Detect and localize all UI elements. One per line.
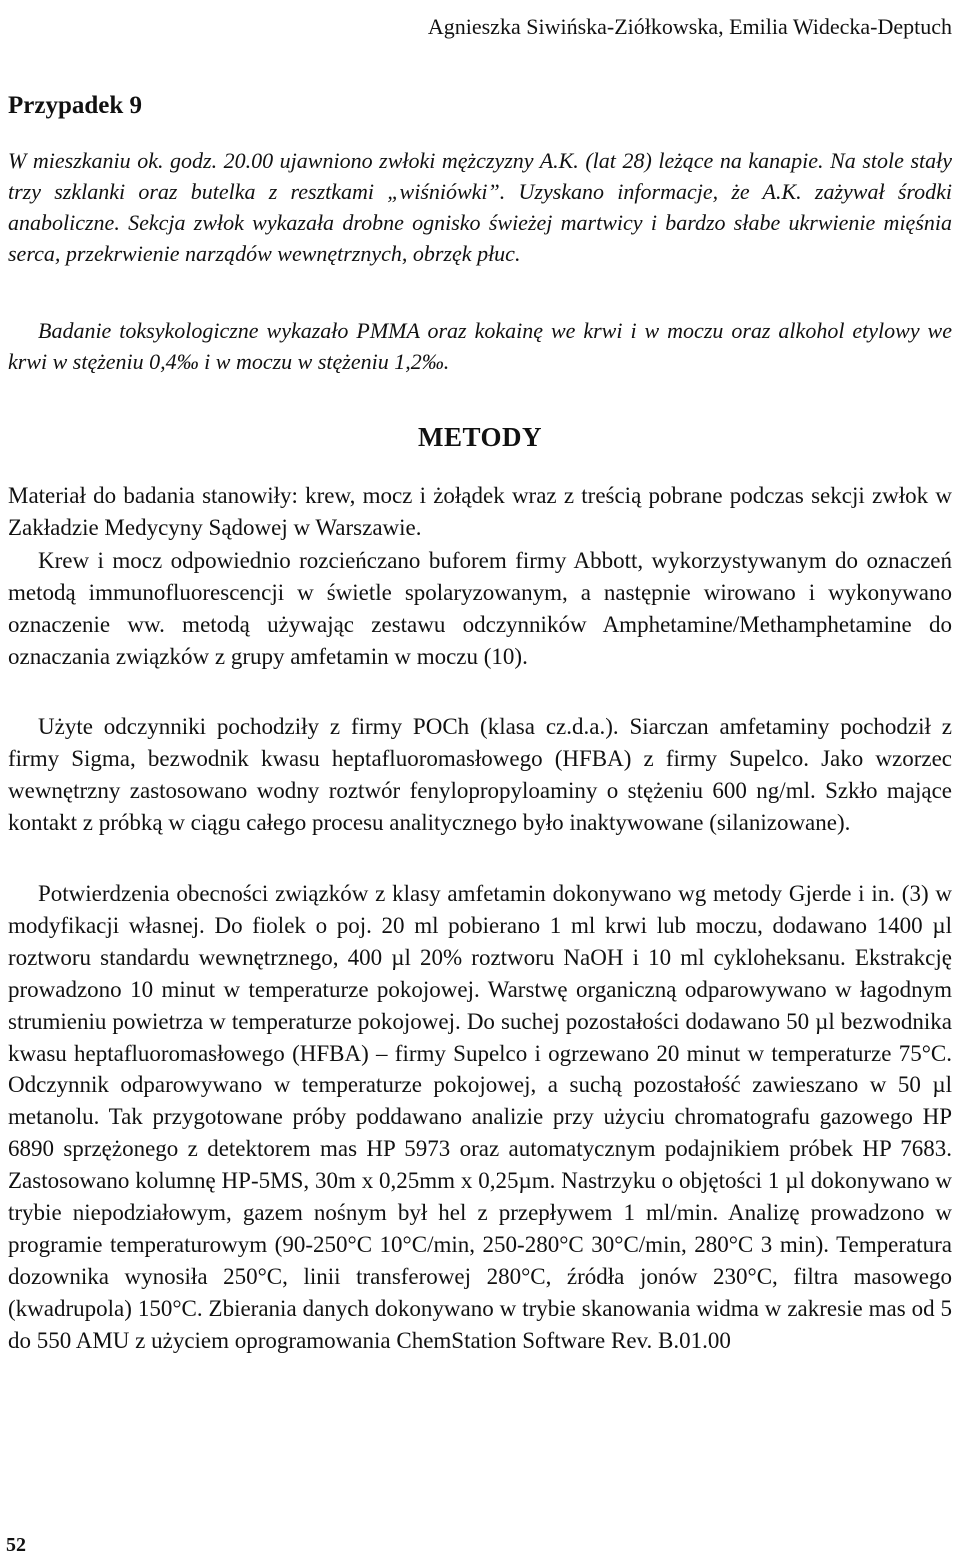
running-header: Agnieszka Siwińska-Ziółkowska, Emilia Widecka-Deptuch <box>427 14 952 39</box>
page-number: 52 <box>6 1534 26 1556</box>
methods-paragraph-material: Materiał do badania stanowiły: krew, mocz i żołądek wraz z treścią pobrane podczas sekcji zwłok w Zakładzie Medycyny Sądowej w Warszawie. <box>8 483 952 540</box>
methods-paragraph-reagents: Użyte odczynniki pochodziły z firmy POCh (klasa cz.d.a.). Siarczan amfetaminy pochodził z firmy Sigma, bezwodnik kwasu heptafluoromasłowego (HFBA) z firmy Supelco. Jako wzorzec wewnętrzny zastosowano wodny roztwór fenylopropyloaminy o stężeniu 600 ng/ml. Szkło mające kontakt z próbką w ciągu całego procesu analitycznego było inaktywowane (silanizowane). <box>8 714 952 835</box>
methods-paragraph-procedure: Potwierdzenia obecności związków z klasy amfetamin dokonywano wg metody Gjerde i in. (3) w modyfikacji własnej. Do fiolek o poj. 20 ml pobierano 1 ml krwi lub moczu, dodawano 1400 µl roztworu standardu wewnętrznego, 400 µl 20% roztworu NaOH i 10 ml cykloheksanu. Ekstrakcję prowadzono 10 minut w temperaturze pokojowej. Warstwę organiczną odparowywano w łagodnym strumieniu powietrza w temperaturze pokojowej. Do suchej pozostałości dodawano 50 µl bezwodnika kwasu heptafluoromasłowego (HFBA) – firmy Supelco i ogrzewano 20 minut w temperaturze 75°C. Odczynnik odparowywano w temperaturze pokojowej, a suchą pozostałość zawieszano w 50 µl metanolu. Tak przygotowane próby poddawano analizie przy użyciu chromatografu gazowego HP 6890 sprzężonego z detektorem mas HP 5973 oraz automatycznym podajnikiem próbek HP 7683. Zastosowano kolumnę HP-5MS, 30m x 0,25mm x 0,25µm. Nastrzyku o objętości 1 µl dokonywano w trybie niepodziałowym, gazem nośnym był hel z przepływem 1 ml/min. Analizę prowadzono w programie temperaturowym (90-250°C 10°C/min, 250-280°C 30°C/min, 280°C 3 min). Temperatura dozownika wynosiła 250°C, linii transferowej 280°C, źródła jonów 230°C, filtra masowego (kwadrupola) 150°C. Zbierania danych dokonywano w trybie skanowania widma w zakresie mas od 5 do 550 AMU z użyciem oprogramowania ChemStation Software Rev. B.01.00 <box>8 881 952 1353</box>
methods-paragraph-immunofluorescence: Krew i mocz odpowiednio rozcieńczano buforem firmy Abbott, wykorzystywanym do oznaczeń metodą immunofluorescencji w świetle spolaryzowanym, a następnie wirowano i wykonywano oznaczenie ww. metodą używając zestawu odczynników Amphetamine/Methamphetamine do oznaczania związków z grupy amfetamin w moczu (10). <box>8 548 952 669</box>
section-title-methods: METODY <box>417 422 542 452</box>
case-description-paragraph: W mieszkaniu ok. godz. 20.00 ujawniono zwłoki mężczyzny A.K. (lat 28) leżące na kanapie. Na stole stały trzy szklanki oraz butelka z resztkami „wiśniówki”. Uzyskano informacje, że A.K. zażywał środki anaboliczne. Sekcja zwłok wykazała drobne ognisko świeżej martwicy i bardzo słabe ukrwienie mięśnia serca, przekrwienie narządów wewnętrznych, obrzęk płuc. <box>8 148 952 266</box>
case-title: Przypadek 9 <box>8 92 143 119</box>
toxicology-result-paragraph: Badanie toksykologiczne wykazało PMMA oraz kokainę we krwi i w moczu oraz alkohol etylowy we krwi w stężeniu 0,4‰ i w moczu w stężeniu 1,2‰. <box>8 318 952 374</box>
